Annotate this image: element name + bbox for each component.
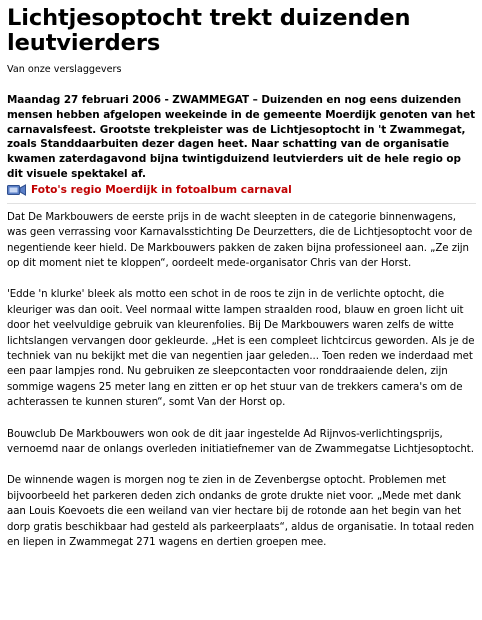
article-byline: Van onze verslaggevers (7, 64, 122, 75)
body-paragraph: Bouwclub De Markbouwers won ook de dit jaar ingestelde Ad Rijnvos-verlichtingsprijs, vernoemd naar de onlangs overleden initiatiefnemer van de Zwammegatse Lichtjesoptocht. (7, 428, 474, 456)
body-paragraph: De winnende wagen is morgen nog te zien in de Zevenbergse optocht. Problemen met bijvoorbeeld het parkeren deden zich ondanks de grote drukte niet voor. „Mede met dank aan Louis Koevoets die een weiland van vier hectare bij de rotonde aan het begin van het dorp gratis beschikbaar had gesteld als parkeerplaats“, aldus de organisatie. In totaal reden en liepen in Zwammegat 271 wagens en dertien groepen mee. (7, 475, 475, 549)
article-lead: Maandag 27 februari 2006 - ZWAMMEGAT – Duizenden en nog eens duizenden mensen hebben afgelopen weekeinde in de gemeente Moerdijk genoten van het carnavalsfeest. Grootste trekpleister was de Lichtjesoptocht in 't Zwammegat, zoals Standdaarbuiten dezer dagen heet. Naar schatting van de organisatie kwamen zaterdagavond bijna twintigduizend leutvierders uit de hele regio op dit visuele spektakel af. (7, 94, 476, 180)
article-title: Lichtjesoptocht trekt duizenden leutvierders (7, 5, 411, 56)
body-paragraph: Dat De Markbouwers de eerste prijs in de wacht sleepten in de categorie binnenwagens, was geen verrassing voor Karnavalsstichting De Deurzetters, die de Lichtjesoptocht voor de negentiende keer hield. De Markbouwers pakken de zaken bijna professioneel aan. „Ze zijn op dit moment niet te kloppen“, oordeelt mede-organisator Chris van der Horst. (7, 211, 473, 269)
video-camera-icon (7, 184, 26, 196)
body-paragraph: 'Edde 'n klurke' bleek als motto een schot in de roos te zijn in de verlichte optocht, die kleuriger was dan ooit. Veel normaal witte lampen straalden rood, blauw en groen licht uit door het veelvuldige gebruik van kleurenfolies. Bij De Markbouwers waren zelfs de witte lichtslangen vervangen door gekleurde. „Het is een compleet lichtcircus geworden. Als je de techniek van nu bekijkt met die van negentien jaar geleden... Toen reden we inderdaad met een paar lampjes rond. Nu gebruiken ze sleepcontacten voor ronddraaiende delen, zijn sommige wagens 25 meter lang en zitten er op het stuur van de trekkers camera's om de achterassen te kunnen sturen“, somt Van der Horst op. (7, 289, 475, 409)
photo-album-link[interactable] (7, 182, 476, 198)
divider (7, 203, 476, 204)
photo-album-link-label: Foto's regio Moerdijk in fotoalbum carnaval (31, 183, 292, 196)
